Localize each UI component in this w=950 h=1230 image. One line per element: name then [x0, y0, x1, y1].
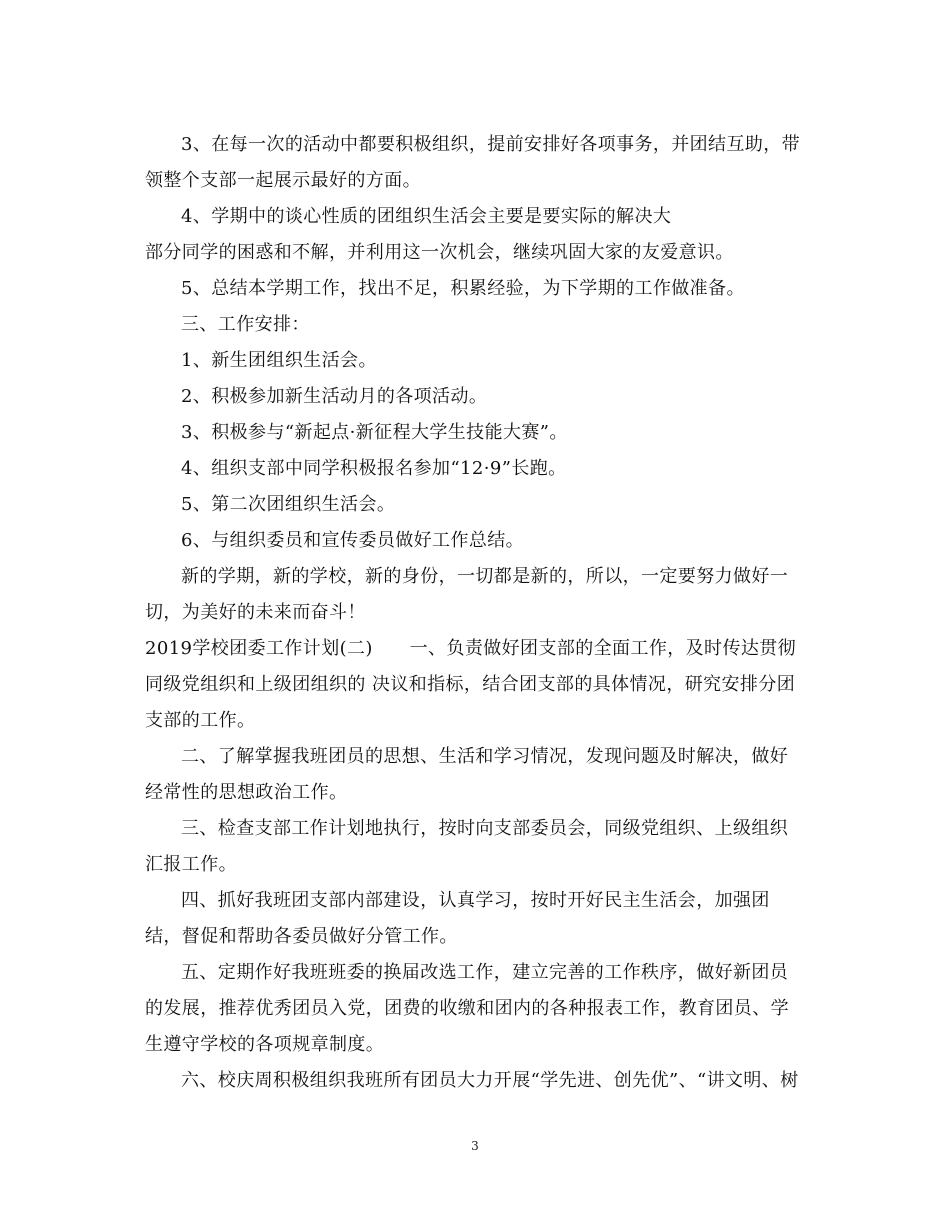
- paragraph: 六、校庆周积极组织我班所有团员大力开展“学先进、创先优”、“讲文明、树: [181, 1070, 799, 1091]
- paragraph: 部分同学的困惑和不解，并利用这一次机会，继续巩固大家的友爱意识。: [145, 242, 734, 263]
- paragraph: 二、了解掌握我班团员的思想、生活和学习情况，发现问题及时解决，做好经常性的思想政治工作。: [145, 746, 789, 803]
- paragraph: 新的学期，新的学校，新的身份，一切都是新的，所以，一定要努力做好一切，为美好的未来而奋斗！: [145, 566, 789, 623]
- paragraph: 四、抓好我班团支部内部建设，认真学习，按时开好民主生活会，加强团结，督促和帮助各委员做好分管工作。: [145, 890, 770, 947]
- paragraph: 三、检查支部工作计划地执行，按时向支部委员会，同级党组织、上级组织汇报工作。: [145, 818, 789, 875]
- list-item: 4、组织支部中同学积极报名参加“12·9”长跑。: [181, 458, 567, 479]
- paragraph: 5、总结本学期工作，找出不足，积累经验，为下学期的工作做准备。: [181, 278, 745, 299]
- list-item: 5、第二次团组织生活会。: [181, 494, 396, 515]
- page-number: 3: [471, 1139, 479, 1153]
- list-item: 6、与组织委员和宣传委员做好工作总结。: [181, 530, 525, 551]
- paragraph-with-title: 2019学校团委工作计划(二) 一、负责做好团支部的全面工作，及时传达贯彻同级党组织和上级团组织的 决议和指标，结合团支部的具体情况，研究安排分团支部的工作。: [145, 638, 797, 731]
- list-item: 2、积极参加新生活动月的各项活动。: [181, 386, 488, 407]
- document-body: [145, 127, 805, 1099]
- paragraph: 五、定期作好我班班委的换届改选工作，建立完善的工作秩序，做好新团员的发展，推荐优秀团员入党，团费的收缴和团内的各种报表工作，教育团员、学生遵守学校的各项规章制度。: [145, 962, 789, 1055]
- paragraph: 3、在每一次的活动中都要积极组织，提前安排好各项事务，并团结互助，带领整个支部一起展示最好的方面。: [145, 134, 801, 191]
- list-item: 3、积极参与“新起点·新征程大学生技能大赛”。: [181, 422, 568, 443]
- list-item: 1、新生团组织生活会。: [181, 350, 377, 371]
- paragraph: 4、学期中的谈心性质的团组织生活会主要是要实际的解决大: [181, 206, 672, 227]
- section-heading: 三、工作安排：: [181, 314, 310, 335]
